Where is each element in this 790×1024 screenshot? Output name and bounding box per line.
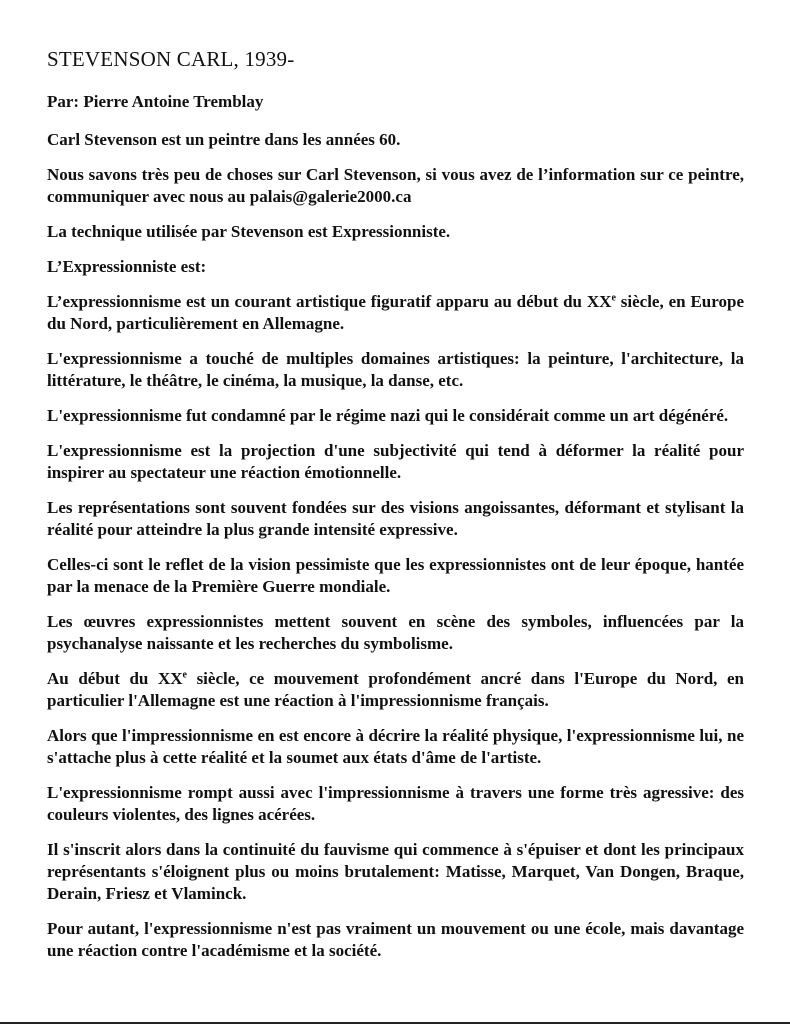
paragraph-9: Les représentations sont souvent fondées sur des visions angoissantes, déformant et stylisant la réalité pour atteindre la plus grande intensité expressive.	[47, 498, 744, 539]
paragraph-13: Alors que l'impressionnisme en est encore à décrire la réalité physique, l'expressionnisme lui, ne s'attache plus à cette réalité et la soumet aux états d'âme de l'artiste.	[47, 726, 744, 767]
paragraph-4: L’Expressionniste est:	[47, 257, 207, 276]
document-title: STEVENSON CARL, 1939-	[47, 47, 295, 71]
paragraph-3: La technique utilisée par Stevenson est Expressionniste.	[47, 222, 451, 241]
paragraph-5	[47, 291, 744, 335]
paragraph-16: Pour autant, l'expressionnisme n'est pas vraiment un mouvement ou une école, mais davantage une réaction contre l'académisme et la société.	[47, 919, 744, 960]
author-line: Par: Pierre Antoine Tremblay	[47, 92, 264, 111]
paragraph-7: L'expressionnisme fut condamné par le régime nazi qui le considérait comme un art dégénéré.	[47, 406, 729, 425]
paragraph-5-text-a: L’expressionnisme est un courant artistique figuratif apparu au début du XX	[47, 292, 612, 311]
paragraph-8: L'expressionnisme est la projection d'une subjectivité qui tend à déformer la réalité pour inspirer au spectateur une réaction émotionnelle.	[47, 441, 744, 482]
superscript-e: e	[182, 669, 187, 681]
paragraph-15: Il s'inscrit alors dans la continuité du fauvisme qui commence à s'épuiser et dont les principaux représentants s'éloignent plus ou moins brutalement: Matisse, Marquet, Van Dongen, Braque, Derain, Friesz et Vlaminck.	[47, 840, 744, 903]
paragraph-10: Celles-ci sont le reflet de la vision pessimiste que les expressionnistes ont de leur époque, hantée par la menace de la Première Guerre mondiale.	[47, 555, 744, 596]
paragraph-11: Les œuvres expressionnistes mettent souvent en scène des symboles, influencées par la psychanalyse naissante et les recherches du symbolisme.	[47, 612, 744, 653]
paragraph-12	[47, 668, 744, 712]
paragraph-5-text-b: siècle, en Europe du Nord, particulièrement en Allemagne.	[47, 292, 744, 333]
document-page	[47, 44, 744, 975]
paragraph-2: Nous savons très peu de choses sur Carl Stevenson, si vous avez de l’information sur ce peintre, communiquer avec nous au palais@galerie2000.ca	[47, 165, 744, 206]
superscript-e: e	[611, 292, 616, 304]
paragraph-12-text-b: siècle, ce mouvement profondément ancré dans l'Europe du Nord, en particulier l'Allemagne est une réaction à l'impressionnisme français.	[47, 669, 745, 710]
paragraph-6: L'expressionnisme a touché de multiples domaines artistiques: la peinture, l'architecture, la littérature, le théâtre, le cinéma, la musique, la danse, etc.	[47, 349, 744, 390]
paragraph-1: Carl Stevenson est un peintre dans les années 60.	[47, 130, 401, 149]
paragraph-14: L'expressionnisme rompt aussi avec l'impressionnisme à travers une forme très agressive: des couleurs violentes, des lignes acérées.	[47, 783, 744, 824]
paragraph-12-text-a: Au début du XX	[47, 669, 183, 688]
